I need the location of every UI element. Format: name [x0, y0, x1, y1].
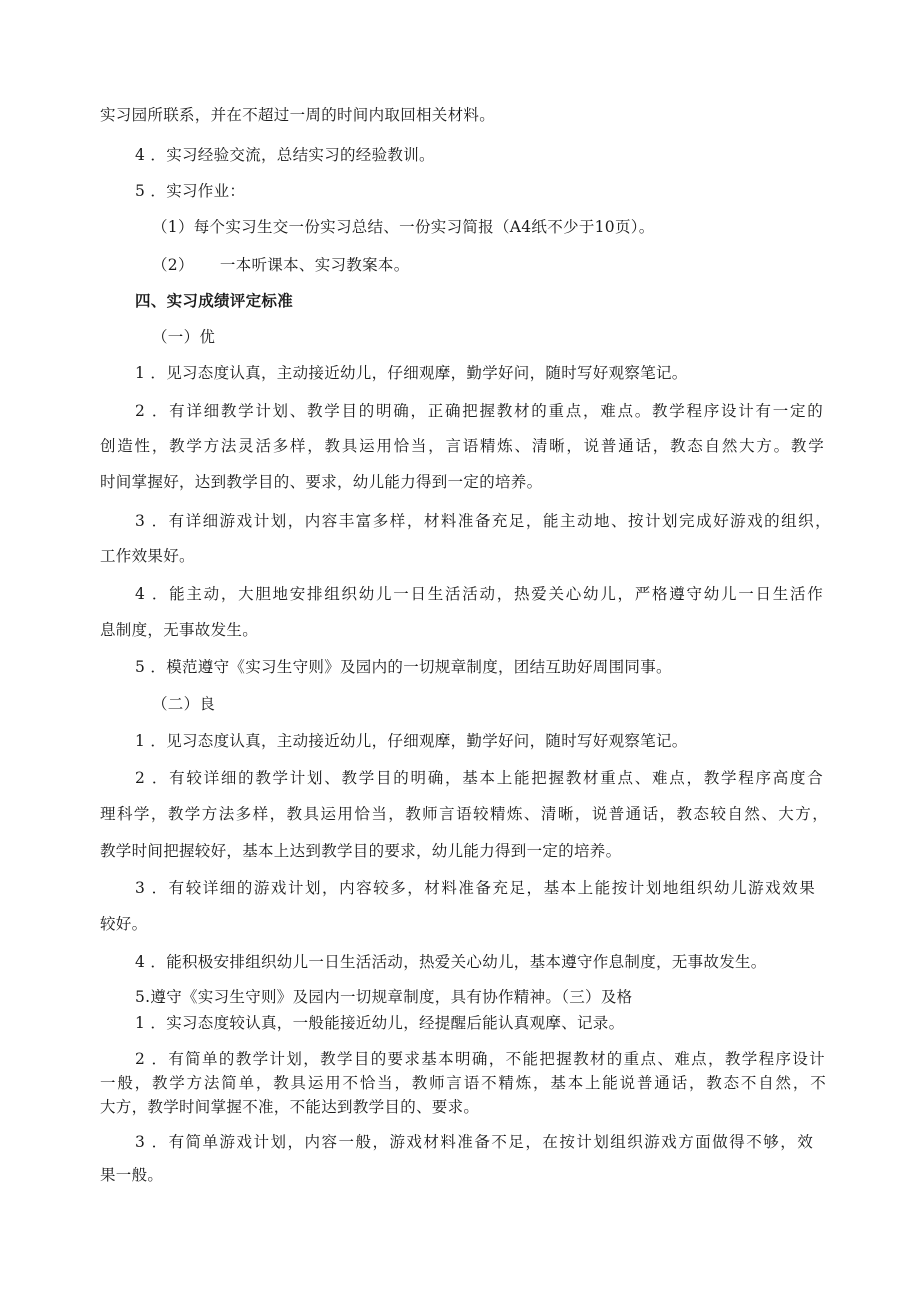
paragraph-line: 实习园所联系，并在不超过一周的时间内取回相关材料。: [100, 106, 496, 124]
section-heading: 四、实习成绩评定标准: [135, 292, 294, 310]
paragraph-line: 大方，教学时间掌握不准，不能达到教学目的、要求。: [100, 1098, 480, 1116]
paragraph-line: 创造性，教学方法灵活多样，教具运用恰当，言语精炼、清晰，说普通话，教态自然大方。教学: [100, 437, 824, 455]
list-item: 2 ．有较详细的教学计划、教学目的明确，基本上能把握教材重点、难点，教学程序高度合: [135, 769, 823, 787]
list-item: 5 ．实习作业：: [135, 182, 246, 200]
list-item: 4 ．实习经验交流，总结实习的经验教训。: [135, 146, 435, 164]
list-item: 1 ．实习态度较认真，一般能接近幼儿，经提醒后能认真观摩、记录。: [135, 1014, 625, 1032]
list-item: 5 ．模范遵守《实习生守则》及园内的一切规章制度，团结互助好周围同事。: [135, 658, 672, 676]
list-item: 4 ．能主动，大胆地安排组织幼儿一日生活活动，热爱关心幼儿，严格遵守幼儿一日生活作: [135, 585, 823, 603]
paragraph-line: 较好。: [100, 915, 148, 933]
list-item: 4 ．能积极安排组织幼儿一日生活活动，热爱关心幼儿，基本遵守作息制度，无事故发生。: [135, 953, 767, 971]
paragraph-line: 果一般。: [100, 1166, 164, 1184]
paragraph-line: 时间掌握好，达到教学目的、要求，幼儿能力得到一定的培养。: [100, 473, 543, 491]
sub-list-item: （1）每个实习生交一份实习总结、一份实习简报（A4纸不少于10页）。: [152, 218, 655, 236]
sub-list-item: （2） 一本听课本、实习教案本。: [152, 256, 410, 274]
grade-heading: （一）优: [152, 328, 216, 346]
list-item: 5.遵守《实习生守则》及园内一切规章制度，具有协作精神。（三）及格: [135, 988, 633, 1006]
paragraph-line: 理科学，教学方法多样，教具运用恰当，教师言语较精炼、清晰，说普通话，教态较自然、大方，: [100, 805, 828, 823]
paragraph-line: 工作效果好。: [100, 547, 195, 565]
list-item: 2 ．有详细教学计划、教学目的明确，正确把握教材的重点，难点。教学程序设计有一定的: [135, 402, 823, 420]
list-item: 3 ．有较详细的游戏计划，内容较多，材料准备充足，基本上能按计划地组织幼儿游戏效果: [135, 879, 815, 897]
paragraph-line: 一般，教学方法简单，教具运用不恰当，教师言语不精炼，基本上能说普通话，教态不自然，不: [100, 1074, 826, 1092]
list-item: 1 ．见习态度认真，主动接近幼儿，仔细观摩，勤学好问，随时写好观察笔记。: [135, 364, 688, 382]
list-item: 3 ．有简单游戏计划，内容一般，游戏材料准备不足，在按计划组织游戏方面做得不够，效: [135, 1133, 813, 1151]
paragraph-line: 息制度，无事故发生。: [100, 621, 259, 639]
list-item: 2 ．有简单的教学计划，教学目的要求基本明确，不能把握教材的重点、难点，教学程序设计: [135, 1050, 825, 1068]
grade-heading: （二）良: [152, 695, 216, 713]
list-item: 3 ．有详细游戏计划，内容丰富多样，材料准备充足，能主动地、按计划完成好游戏的组织，: [135, 512, 831, 530]
paragraph-line: 教学时间把握较好，基本上达到教学目的要求，幼儿能力得到一定的培养。: [100, 842, 622, 860]
list-item: 1 ．见习态度认真，主动接近幼儿，仔细观摩，勤学好问，随时写好观察笔记。: [135, 732, 688, 750]
